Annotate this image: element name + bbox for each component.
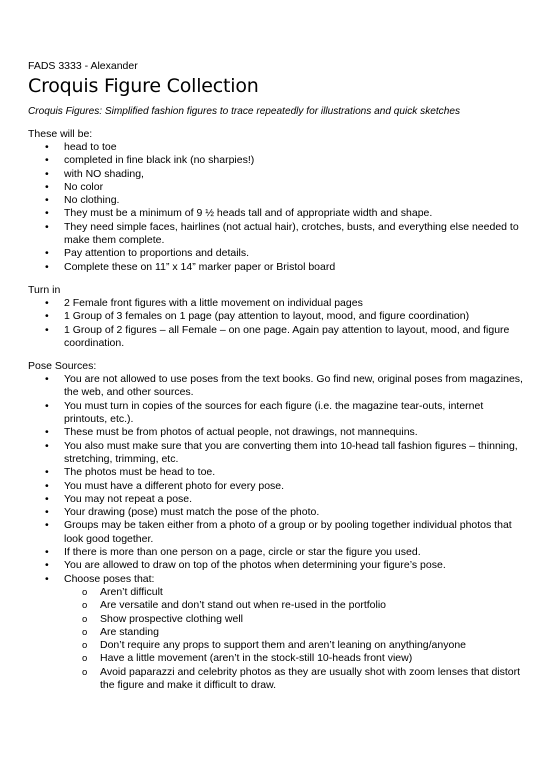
list-item: • The photos must be head to toe.: [28, 466, 528, 479]
pose-sources-list: [28, 373, 528, 692]
sub-list-item: o Have a little movement (aren’t in the stock-still 10-heads front view): [64, 652, 528, 665]
section-heading-will-be: These will be:: [28, 128, 93, 140]
list-item: • No clothing.: [28, 194, 528, 207]
list-item-text: Choose poses that:: [64, 572, 155, 585]
list-item: • with NO shading,: [28, 168, 528, 181]
list-item: • 2 Female front figures with a little movement on individual pages: [28, 297, 528, 310]
sub-list-item: o Show prospective clothing well: [64, 613, 528, 626]
sub-list-item: o Don’t require any props to support them and aren’t leaning on anything/anyone: [64, 639, 528, 652]
list-item: • They must be a minimum of 9 ½ heads tall and of appropriate width and shape.: [28, 207, 528, 220]
list-item: • 1 Group of 2 figures – all Female – on one page. Again pay attention to layout, mood, and figure coordination.: [28, 324, 528, 351]
list-item: • No color: [28, 181, 528, 194]
choose-poses-sublist: [64, 586, 528, 692]
list-item: • You also must make sure that you are converting them into 10-head tall fashion figures – thinning, stretching, trimming, etc.: [28, 440, 528, 467]
list-item: • You must turn in copies of the sources for each figure (i.e. the magazine tear-outs, internet printouts, etc.).: [28, 400, 528, 427]
page-title: Croquis Figure Collection: [28, 75, 259, 97]
list-item: • Groups may be taken either from a photo of a group or by pooling together individual photos that look good together.: [28, 519, 528, 546]
list-item: • Pay attention to proportions and details.: [28, 247, 528, 260]
list-item-choose-poses: [28, 573, 528, 693]
sub-list-item: o Are standing: [64, 626, 528, 639]
document-body: [28, 60, 528, 692]
list-item: • You may not repeat a pose.: [28, 493, 528, 506]
turn-in-list: [28, 297, 528, 350]
sub-list-item: o Aren’t difficult: [64, 586, 528, 599]
sub-list-item: o Are versatile and don’t stand out when re-used in the portfolio: [64, 599, 528, 612]
list-item: • head to toe: [28, 141, 528, 154]
sub-list-item: o Avoid paparazzi and celebrity photos as they are usually shot with zoom lenses that distort the figure and make it difficult to draw.: [64, 666, 528, 693]
list-item: • These must be from photos of actual people, not drawings, not mannequins.: [28, 426, 528, 439]
list-item: • Your drawing (pose) must match the pose of the photo.: [28, 506, 528, 519]
list-item: • You are allowed to draw on top of the photos when determining your figure’s pose.: [28, 559, 528, 572]
intro-text: Croquis Figures: Simplified fashion figures to trace repeatedly for illustrations and quick sketches: [28, 106, 460, 117]
list-item: • 1 Group of 3 females on 1 page (pay attention to layout, mood, and figure coordination): [28, 310, 528, 323]
will-be-list: [28, 141, 528, 274]
course-label: FADS 3333 - Alexander: [28, 60, 138, 72]
list-item: • If there is more than one person on a page, circle or star the figure you used.: [28, 546, 528, 559]
list-item: • You are not allowed to use poses from the text books. Go find new, original poses from magazines, the web, and other sources.: [28, 373, 528, 400]
list-item: • completed in fine black ink (no sharpies!): [28, 154, 528, 167]
section-heading-turn-in: Turn in: [28, 283, 61, 296]
list-item: • They need simple faces, hairlines (not actual hair), crotches, busts, and everything else needed to make them complete.: [28, 221, 528, 248]
section-heading-pose-sources: Pose Sources:: [28, 360, 97, 373]
list-item: • Complete these on 11” x 14” marker paper or Bristol board: [28, 261, 528, 274]
list-item: • You must have a different photo for every pose.: [28, 480, 528, 493]
